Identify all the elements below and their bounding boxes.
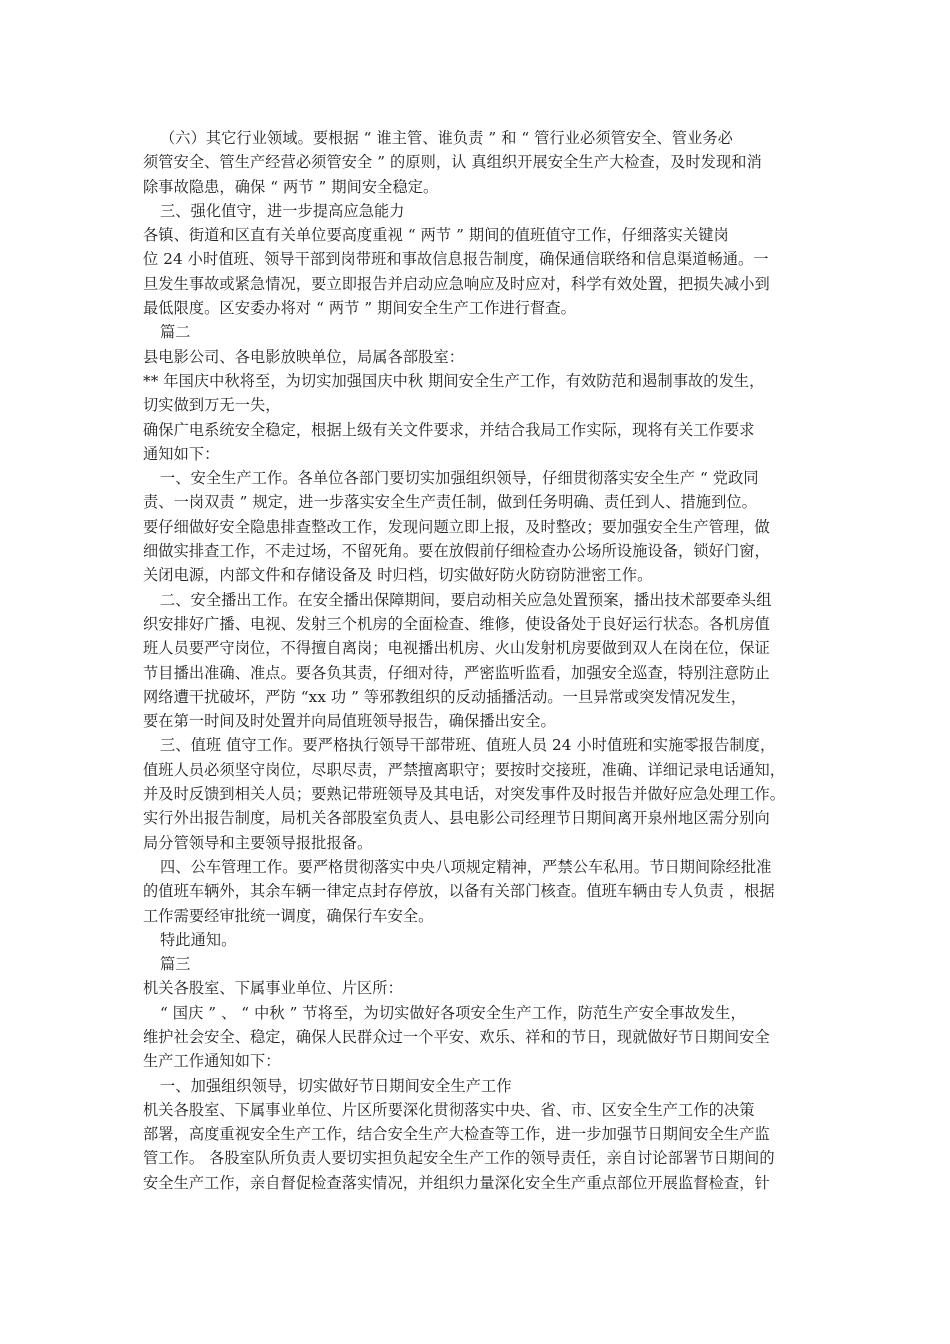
text-line: 三、强化值守，进一步提高应急能力: [160, 201, 405, 220]
text-line: ** 年国庆中秋将至，为切实加强国庆中秋 期间安全生产工作，有效防范和遏制事故的发生，: [143, 371, 765, 390]
text-line: 县电影公司、各电影放映单位，局属各部股室：: [143, 347, 465, 366]
text-line: 位 24 小时值班、领导干部到岗带班和事故信息报告制度，确保通信联络和信息渠道畅通。一: [143, 250, 769, 269]
text-line: 局分管领导和主要领导报批报备。: [143, 833, 373, 852]
text-line: 责、一岗双责 ” 规定，进一步落实安全生产责任制，做到任务明确、责任到人、措施到位。: [143, 493, 757, 512]
text-line: （六）其它行业领域。要根据 “ 谁主管、谁负责 ” 和 “ 管行业必须管安全、管业务必: [160, 129, 733, 147]
text-line: 机关各股室、下属事业单位、片区所要深化贯彻落实中央、省、市、区安全生产工作的决策: [143, 1100, 755, 1119]
text-line: 须管安全、管生产经营必须管安全 ” 的原则，认 真组织开展安全生产大检查，及时发现和消: [143, 153, 762, 172]
text-line: 网络遭干扰破坏，严防 “xx 功 ” 等邪教组织的反动插播活动。一旦异常或突发情况发生，: [143, 687, 747, 706]
text-line: 最低限度。区安委办将对 “ 两节 ” 期间安全生产工作进行督查。: [143, 299, 576, 318]
text-line: 细做实排查工作，不走过场，不留死角。要在放假前仔细检查办公场所设施设备，锁好门窗，: [143, 542, 770, 561]
text-line: 除事故隐患，确保 “ 两节 ” 期间安全稳定。: [143, 177, 439, 196]
text-line: 维护社会安全、稳定，确保人民群众过一个平安、欢乐、祥和的节日，现就做好节日期间安全: [143, 1027, 770, 1046]
text-line: 并及时反馈到相关人员；要熟记带班领导及其电话，对突发事件及时报告并做好应急处理工作。: [143, 785, 786, 804]
text-line: 的值班车辆外，其余车辆一律定点封存停放，以备有关部门核查。值班车辆由专人负责 ，根据: [143, 882, 775, 901]
text-line: 切实做到万无一失，: [143, 396, 281, 415]
text-line: 篇三: [160, 955, 191, 974]
text-line: 一、加强组织领导，切实做好节日期间安全生产工作: [160, 1076, 512, 1095]
text-line: 四、公车管理工作。要严格贯彻落实中央八项规定精神，严禁公车私用。节日期间除经批准: [160, 857, 772, 876]
text-line: 工作需要经审批统一调度，确保行车安全。: [143, 906, 434, 925]
text-line: 管工作。 各股室队所负责人要切实担负起安全生产工作的领导责任，亲自讨论部署节日期间的: [143, 1149, 775, 1168]
text-line: “ 国庆 ” 、 “ 中秋 ” 节将至，为切实做好各项安全生产工作，防范生产安全事故发生，: [160, 1003, 746, 1022]
text-line: 生产工作通知如下：: [143, 1052, 281, 1071]
text-line: 班人员要严守岗位，不得擅自离岗；电视播出机房、火山发射机房要做到双人在岗在位，保证: [143, 639, 770, 658]
text-line: 三、值班 值守工作。要严格执行领导干部带班、值班人员 24 小时值班和实施零报告制度，: [160, 736, 776, 755]
text-line: 机关各股室、下属事业单位、片区所：: [143, 979, 403, 998]
text-line: 篇二: [160, 323, 191, 342]
text-line: 值班人员必须坚守岗位，尽职尽责，严禁擅离职守；要按时交接班，准确、详细记录电话通知，: [143, 760, 786, 779]
text-line: 实行外出报告制度，局机关各部股室负责人、县电影公司经理节日期间离开泉州地区需分别向: [143, 809, 770, 828]
text-line: 织安排好广播、电视、发射三个机房的全面检查、维修，使设备处于良好运行状态。各机房值: [143, 614, 770, 633]
document-body: [143, 126, 808, 1195]
text-line: 要在第一时间及时处置并向局值班领导报告，确保播出安全。: [143, 712, 556, 731]
text-line: 安全生产工作，亲自督促检查落实情况，并组织力量深化安全生产重点部位开展监督检查，针: [143, 1173, 770, 1192]
text-line: 通知如下：: [143, 444, 220, 463]
text-line: 二、安全播出工作。在安全播出保障期间，要启动相关应急处置预案，播出技术部要牵头组: [160, 590, 772, 609]
text-line: 节目播出准确、准点。要各负其责，仔细对待，严密监听监看，加强安全巡查，特别注意防止: [143, 663, 770, 682]
text-line: 部署，高度重视安全生产工作，结合安全生产大检查等工作，进一步加强节日期间安全生产监: [143, 1125, 770, 1144]
text-line: 要仔细做好安全隐患排查整改工作，发现问题立即上报，及时整改；要加强安全生产管理，做: [143, 517, 770, 536]
text-line: 特此通知。: [160, 930, 237, 949]
text-line: 关闭电源，内部文件和存储设备及 时归档，切实做好防火防窃防泄密工作。: [143, 566, 653, 585]
text-line: 一、安全生产工作。各单位各部门要切实加强组织领导，仔细贯彻落实安全生产 “ 党政同: [160, 469, 759, 488]
text-line: 各镇、街道和区直有关单位要高度重视 “ 两节 ” 期间的值班值守工作，仔细落实关键岗: [143, 226, 729, 245]
text-line: 确保广电系统安全稳定，根据上级有关文件要求，并结合我局工作实际，现将有关工作要求: [143, 420, 755, 439]
text-line: 旦发生事故或紧急情况，要立即报告并启动应急响应及时应对，科学有效处置，把损失减小到: [143, 274, 770, 293]
